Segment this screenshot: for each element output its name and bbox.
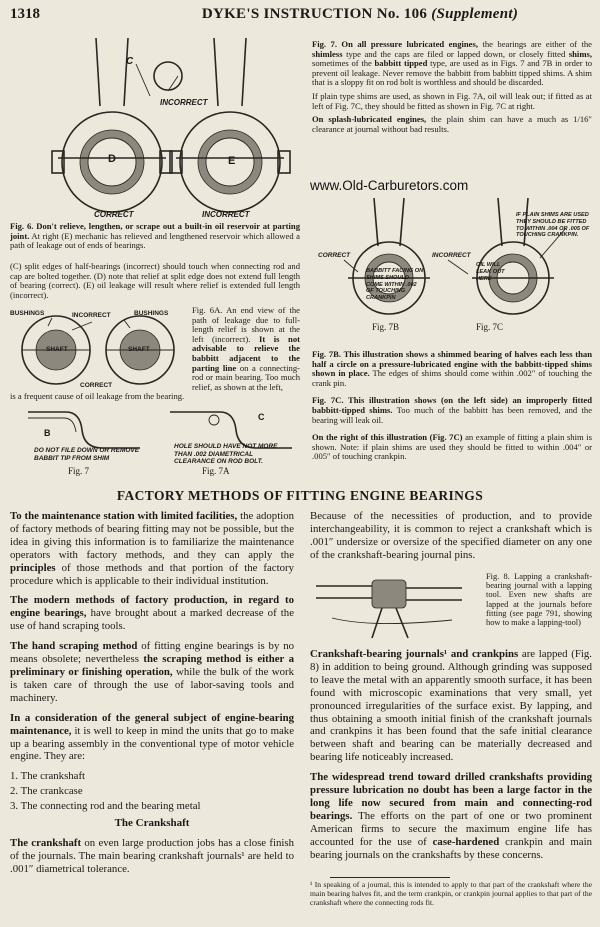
fig6a-label-shaft-left: SHAFT [46,346,68,353]
title-main: DYKE'S INSTRUCTION No. 106 [201,6,428,22]
fig7c-caption: Fig. 7C. This illustration shows (on the left side) an improperly fitted babbitt-tipped shims. Too much of the babbitt has been removed, and the bearing will leak oil. [312,395,593,425]
fig7c-plain-shims-note: IF PLAIN SHIMS ARE USED THEY SHOULD BE FITTED TO WITHIN .004 OR .005 OF TOUCHING CRANKPIN. [516,212,590,239]
fig7-para-1: Fig. 7. On all pressure lubricated engines, the bearings are either of the shimless type and the caps are filed or lapped down, or closely fitted shims, sometimes of the babbitt tipped type, are used as in Figs. 7 and 7B in order to prevent oil leakage. Never remove the babbitt from babbitt tipped shims. A shim that is a sloppy fit on rod bolt is worthless and should be discarded. [312,39,593,88]
left-para-4: In a consideration of the general subject of engine-bearing maintenance, it is well to keep in mind the units that go to make up a bearing assembly in the conventional type of motor vehicle engine. They are: [10,711,294,763]
right-column-top: Because of the necessities of production, and to provide interchangeability, it is common to reject a crankshaft which is .001″ undersize or oversize of the specified diameter on any one of the crankshaft-bearing journal pins. [310,510,592,561]
right-column-bottom [310,648,592,869]
left-column [10,510,294,883]
footnote-divider [330,877,450,878]
title-supplement: (Supplement) [431,6,519,22]
fig6a-label-bushings-right: BUSHINGS [134,310,169,317]
fig7bc-captions [312,350,592,462]
crankshaft-subheading: The Crankshaft [114,817,190,830]
fig7-label: Fig. 7 [68,466,90,476]
fig6-caption: Fig. 6. Don't relieve, lengthen, or scrape out a built-in oil reservoir at parting joint. At right (E) mechanic has relieved and lengthened reservoir which allowed a path of leakage out of ends of bearings. [10,221,300,251]
fig6a-label-incorrect: INCORRECT [72,312,111,319]
list-item: 1. The crankshaft [10,770,86,783]
fig6-illustration [28,36,298,216]
list-item: 2. The crankcase [10,785,83,798]
fig7a-note-c: HOLE SHOULD HAVE NOT MORE THAN .002 DIAMETRICAL CLEARANCE ON ROD BOLT. [174,443,278,465]
footnote: ¹ In speaking of a journal, this is intended to apply to that part of the crankshaft where the main bearing halves fit, and the term crankpin, or crankpin journal applies to that part of the crankshaft where the connecting rods fit. [310,880,592,907]
fig7c-oil-leak-note: OIL WILL LEAK OUT HERE [476,262,505,282]
right-para-2: Crankshaft-bearing journals¹ and crankpins are lapped (Fig. 8) in addition to being ground. Although grinding was supposed to leave the metal with an apparently smooth surface, it has been found with microscopic examinations that very small, yet pronounced irregularities of the surface exist. By lapping, and thus obtaining a smooth initial finish of the crankshaft journals and crankpins it has been found that the safe initial clearance between shaft and bearing can be materially decreased and bearing life noticeably increased. [310,648,592,764]
fig7b-label: Fig. 7B [372,322,400,332]
fig6a-illustration [12,308,192,388]
fig8-caption: Fig. 8. Lapping a crankshaft-bearing journal with a lapping tool. Even new shafts are lapped at the journals before fitting (see page 791, showing how to make a lapping-tool) [486,572,592,628]
left-para-3: The hand scraping method of fitting engine bearings is by no means obsolete; nevertheless the scraping method is either a preliminary or finishing operation, while the bulk of the work is taken care of through the use of labor-saving tools and machinery. [10,640,295,704]
fig8-illustration [312,576,484,644]
fig7b-caption: Fig. 7B. This illustration shows a shimmed bearing of halves each less than half a circle on a pressure-lubricated engine with the babbitt-tipped shims shown in place. The edges of shims should come within .002″ of touching the crank pin. [312,349,592,388]
fig6a-caption: Fig. 6A. An end view of the path of leakage due to full-length relief is shown at the left (incorrect). It is not advisable to relieve the babbitt adjacent to the parting line on a connecting-rod or main bearing. Too much relief, as shown at the left, [192,305,300,392]
fig7a-label: Fig. 7A [202,466,230,476]
watermark: www.Old-Carburetors.com [310,178,469,193]
fig7-text [312,40,592,134]
fig7c-label-incorrect: INCORRECT [432,252,471,259]
fig6-label-d: D [108,153,116,165]
fig6a-label-correct: CORRECT [80,382,113,389]
fig7-label-b: B [44,428,51,438]
page-number: 1318 [10,6,40,22]
fig6-label-e: E [228,155,236,167]
fig6a-caption-end: is a frequent cause of oil leakage from the bearing. [10,391,185,401]
fig6-label-c: C [126,56,134,67]
fig6a-label-shaft-right: SHAFT [128,346,150,353]
section-title: FACTORY METHODS OF FITTING ENGINE BEARINGS [116,488,484,503]
fig7-note-b: DO NOT FILE DOWN OR REMOVE BABBIT TIP FROM SHIM [34,447,140,462]
fig7c-caption-2: On the right of this illustration (Fig. 7C) an example of fitting a plain shim is shown. Note: if plain shims are used they should be fitted to within .004″ or .005″ of touching crankpin. [312,432,592,462]
fig6-label-correct: CORRECT [94,210,134,219]
units-list [10,770,294,813]
fig7b-label-correct: CORRECT [318,252,351,259]
fig6-label-incorrect-top: INCORRECT [160,98,208,107]
left-para-1: To the maintenance station with limited facilities, the adoption of factory methods of bearing fitting may not be possible, but the idea in giving this information is to familiarize the maintenance operators with factory methods, and they can apply the principles of those methods and that portion of the factory procedure which is applicable to their individual institution. [10,510,294,587]
left-para-5: The crankshaft on even large production jobs has a close finish of the journals. The main bearing crankshaft journals¹ are held to .001″ diametrical tolerance. [10,836,294,875]
page-title [130,6,590,23]
fig7c-label: Fig. 7C [476,322,504,332]
page-header [10,6,590,28]
fig6-para-c: (C) split edges of half-bearings (incorrect) should touch when connecting rod and cap are bolted together. (D) note that relief at split edge does not extend full length of bearing (correct). (E) oil leakage will result where relief is extended full length (incorrect). [10,261,300,300]
fig7-para-3: On splash-lubricated engines, the plain shim can have a much as 1/16″ clearance at journal without bad results. [312,114,593,134]
fig7-para-2: If plain type shims are used, as shown in Fig. 7A, oil will leak out; if fitted as at left of Fig. 7C, they should be fitted as shown in Fig. 7C at right. [312,90,592,111]
left-para-2: The modern methods of factory production, in regard to engine bearings, have brought about a marked decrease of the use of hand scraping tools. [10,594,294,633]
fig7b-babbitt-note: BABBITT FACING ON SHIMS SHOULD COME WITHIN .002 OF TOUCHING CRANKPIN [366,268,424,302]
right-para-3: The widespread trend toward drilled crankshafts providing pressure lubrication no doubt has been a large factor in the long life now secured from main and connecting-rod bearings. The efforts on the part of one or two prominent American firms to secure the maximum engine life has accounted for the use of case-hardened crankpin and main bearing journals on the crankshafts by these concerns. [310,771,593,861]
fig6-label-incorrect-bottom: INCORRECT [202,210,250,219]
fig6a-label-bushings-left: BUSHINGS [10,310,45,317]
list-item: 3. The connecting rod and the bearing metal [10,800,201,813]
fig7a-label-c: C [258,412,265,422]
